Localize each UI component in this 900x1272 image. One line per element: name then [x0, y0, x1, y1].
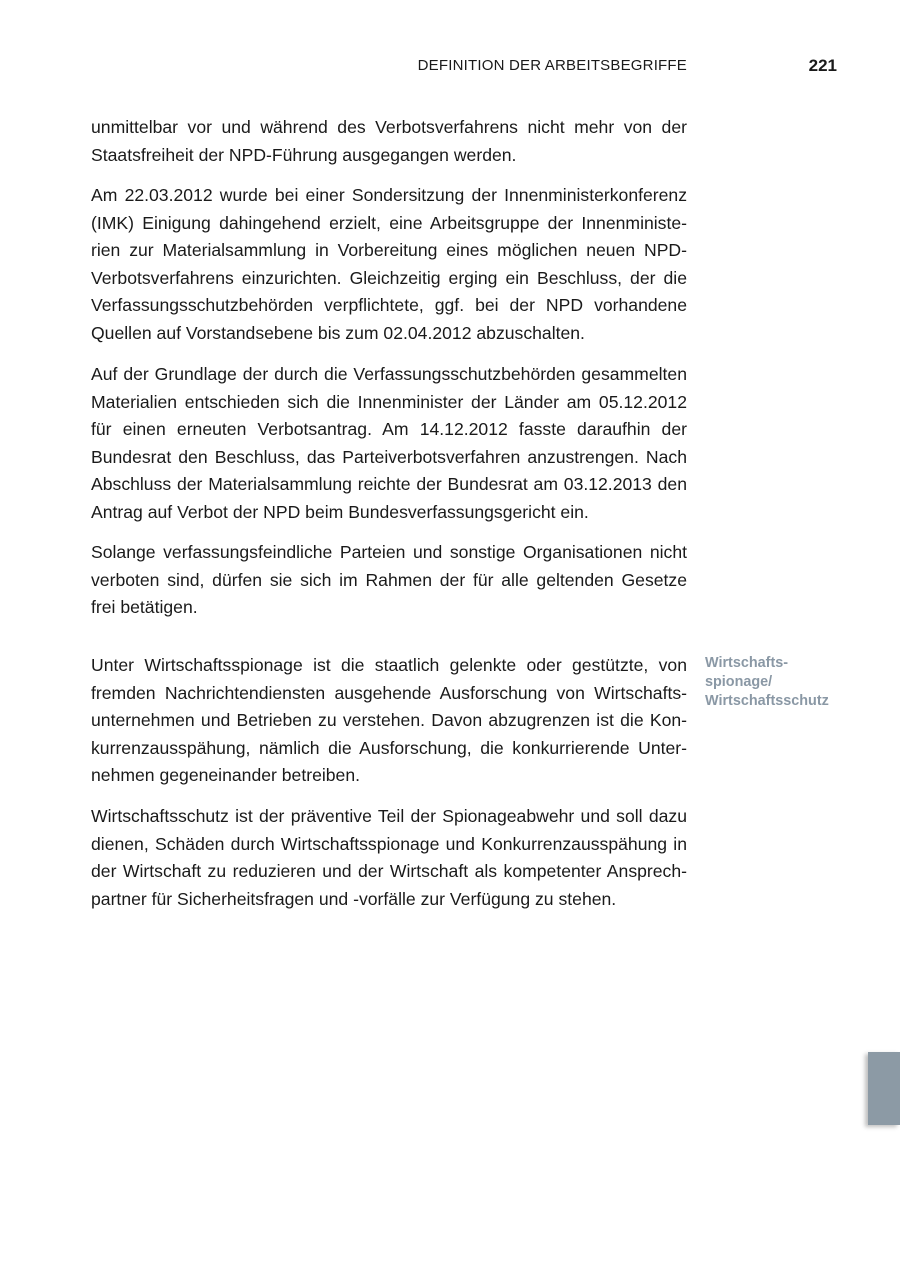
text-line: Unter Wirtschaftsspionage ist die staatlich gelenkte oder gestützte, von [91, 655, 687, 675]
text-line: partner für Sicherheitsfragen und -vorfälle zur Verfügung zu stehen. [91, 888, 617, 909]
text-line: fremden Nachrichtendiensten ausgehende Ausforschung von Wirtschafts- [91, 682, 687, 703]
text-line: Am 22.03.2012 wurde bei einer Sondersitzung der Innenministerkonferenz [91, 185, 687, 205]
paragraph-imk-sondersitzung [91, 182, 687, 348]
text-line: Verbotsverfahrens einzurichten. Gleichzeitig erging ein Beschluss, der die [91, 267, 687, 288]
text-line: Solange verfassungsfeindliche Parteien und sonstige Organisationen nicht [91, 542, 687, 562]
text-line: frei betätigen. [91, 597, 198, 618]
text-line: Abschluss der Materialsammlung reichte der Bundesrat am 03.12.2013 den [91, 474, 687, 495]
margin-note-line: spionage/ [705, 674, 773, 690]
running-header-title: DEFINITION DER ARBEITSBEGRIFFE [417, 57, 687, 74]
margin-note-wirtschaftsspionage [705, 654, 865, 711]
text-line: kurrenzausspähung, nämlich die Ausforschung, die konkurrierende Unter- [91, 737, 687, 758]
text-line: Materialien entschieden sich die Innenminister der Länder am 05.12.2012 [91, 391, 687, 412]
text-line: Quellen auf Vorstandsebene bis zum 02.04.2012 abzuschalten. [91, 322, 585, 343]
paragraph-verbotsantrag [91, 361, 687, 527]
margin-note-line: Wirtschaftsschutz [705, 693, 829, 709]
text-line: dienen, Schäden durch Wirtschaftsspionage und Konkurrenzausspähung in [91, 833, 687, 854]
text-line: Staatsfreiheit der NPD-Führung ausgegangen werden. [91, 144, 517, 165]
chapter-thumb-tab [868, 1052, 900, 1125]
text-line: unmittelbar vor und während des Verbotsverfahrens nicht mehr von der [91, 117, 687, 137]
page-number: 221 [808, 56, 837, 75]
text-line: Wirtschaftsschutz ist der präventive Teil der Spionageabwehr und soll dazu [91, 806, 687, 826]
text-line: verboten sind, dürfen sie sich im Rahmen der für alle geltenden Gesetze [91, 569, 687, 590]
paragraph-wirtschaftsschutz [91, 803, 687, 913]
text-line: rien zur Materialsammlung in Vorbereitung eines möglichen neuen NPD- [91, 240, 687, 261]
text-line: unternehmen und Betrieben zu verstehen. Davon abzugrenzen ist die Kon- [91, 710, 687, 731]
paragraph-wirtschaftsspionage [91, 652, 687, 790]
text-line: (IMK) Einigung dahingehend erzielt, eine Arbeitsgruppe der Innenministe- [91, 212, 687, 233]
text-line: Antrag auf Verbot der NPD beim Bundesverfassungsgericht ein. [91, 501, 589, 522]
text-line: Auf der Grundlage der durch die Verfassungsschutzbehörden gesammelten [91, 364, 687, 384]
paragraph-verbotsverfahren-staatsfreiheit [91, 114, 687, 169]
margin-note-line: Wirtschafts- [705, 655, 789, 671]
text-line: der Wirtschaft zu reduzieren und der Wirtschaft als kompetenter Ansprech- [91, 861, 687, 882]
text-line: Bundesrat den Beschluss, das Parteiverbotsverfahren anzustrengen. Nach [91, 446, 687, 467]
text-line: Verfassungsschutzbehörden verpflichtete, ggf. bei der NPD vorhandene [91, 295, 687, 316]
text-line: nehmen gegeneinander betreiben. [91, 765, 361, 786]
paragraph-verfassungsfeindliche-parteien [91, 539, 687, 622]
text-line: für einen erneuten Verbotsantrag. Am 14.12.2012 fasste daraufhin der [91, 419, 687, 440]
